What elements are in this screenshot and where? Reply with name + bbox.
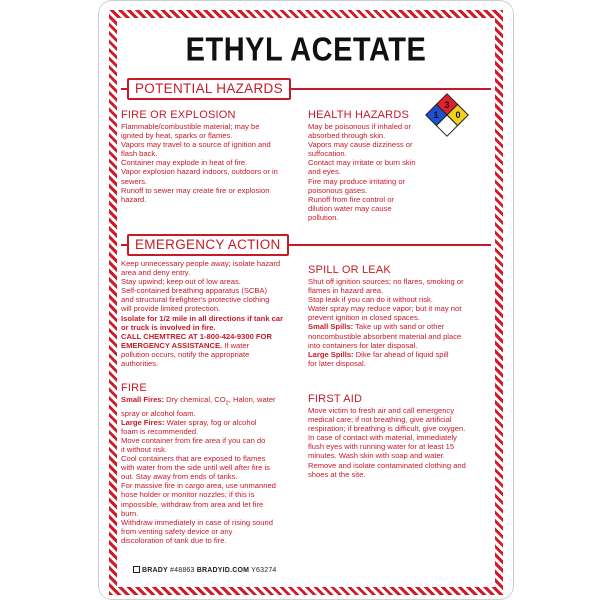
text-line: Fire may produce irritating or [308, 176, 406, 186]
text-line: Stop leak if you can do it without risk. [308, 295, 433, 305]
text-line [121, 341, 309, 350]
fire-explosion-text [121, 122, 306, 204]
text-line: Keep unnecessary people away; isolate hazard [121, 259, 281, 268]
text-line: noncombustible absorbent material and place [308, 331, 462, 341]
text-line: Cool containers that are exposed to flames [121, 454, 266, 464]
sign-footer [133, 566, 277, 574]
fire-text [121, 395, 309, 545]
text-line: pollution occurs, notify the appropriate [121, 349, 250, 359]
text-line: poisonous gases. [308, 185, 368, 195]
text-plain: , Halon, water [228, 395, 276, 404]
text-line: for later disposal. [308, 358, 366, 368]
nfpa-diamond-icon [424, 92, 470, 138]
text-line: spray or alcohol foam. [121, 408, 196, 418]
text-line: Shut off ignition sources; no flares, smoking or [308, 277, 464, 286]
spill-leak-heading: SPILL OR LEAK [308, 264, 391, 276]
text-line: authorities. [121, 359, 159, 369]
text-subscript: 2 [225, 400, 229, 407]
text-line: pollution. [308, 212, 339, 222]
brand-name: BRADY [142, 567, 168, 574]
text-line: Vapor explosion hazard indoors, outdoors or in [121, 167, 278, 177]
text-line: respiration; if breathing is difficult, give oxygen. [308, 424, 466, 434]
emergency-action-heading: EMERGENCY ACTION [127, 234, 289, 256]
part-number: #48863 [170, 567, 195, 574]
text-plain: Dike far ahead of liquid spill [353, 349, 449, 359]
text-line: Self-contained breathing apparatus (SCBA) [121, 286, 268, 296]
text-line: Runoff from fire control or [308, 194, 394, 204]
text-bold: Large Fires: [121, 417, 165, 427]
brady-logo-icon [133, 566, 140, 573]
text-line: out. Stay away from ends of tanks. [121, 472, 238, 482]
text-line [121, 395, 309, 409]
text-line: medical care; if not breathing, give artificial [308, 415, 452, 425]
text-line: and structural firefighter's protective clothing [121, 295, 270, 305]
emergency-intro-text [121, 259, 309, 368]
text-line: Withdraw immediately in case of rising sound [121, 517, 273, 527]
text-line: For massive fire in cargo area, use unmanned [121, 481, 276, 491]
potential-hazards-heading: POTENTIAL HAZARDS [127, 78, 291, 100]
text-line: into containers for later disposal. [308, 340, 418, 350]
nfpa-reactivity-rating: 0 [455, 110, 461, 120]
text-line: hose holder or monitor nozzles; if this is [121, 490, 255, 500]
text-line: Flammable/combustible material; may be [121, 122, 260, 131]
text-line: Water spray may reduce vapor; but it may not [308, 304, 462, 314]
text-line: absorbed through skin. [308, 131, 386, 141]
text-line: prevent ignition in closed spaces. [308, 313, 420, 323]
text-line: Container may explode in heat of fire. [121, 158, 248, 168]
text-line: Stay upwind; keep out of low areas. [121, 277, 241, 287]
text-line: dilution water may cause [308, 203, 392, 213]
first-aid-heading: FIRST AID [308, 393, 363, 405]
text-line: Move container from fire area if you can do [121, 435, 266, 445]
first-aid-text [308, 406, 494, 479]
fire-explosion-heading: FIRE OR EXPLOSION [121, 109, 236, 121]
text-line: burn. [121, 508, 139, 518]
text-line: flames in hazard area. [308, 286, 384, 296]
text-line: Runoff to sewer may create fire or explosion [121, 185, 270, 195]
health-hazards-heading: HEALTH HAZARDS [308, 109, 409, 121]
text-line: area and deny entry. [121, 268, 191, 278]
text-line: flash back. [121, 149, 158, 159]
text-bold: Small Fires: [121, 395, 165, 404]
text-line [308, 322, 494, 331]
text-plain: Take up with sand or other [353, 322, 445, 332]
text-line: Contact may irritate or burn skin [308, 158, 416, 168]
text-line: with water from the side until well after fire is [121, 463, 270, 473]
text-line: Move victim to fresh air and call emergency [308, 406, 455, 415]
text-line: suffocation. [308, 149, 347, 159]
text-line: it without risk. [121, 444, 167, 454]
text-bold: EMERGENCY ASSISTANCE. [121, 340, 223, 350]
health-hazards-text [308, 122, 438, 222]
text-line: will provide limited protection. [121, 304, 221, 314]
nfpa-health-rating: 1 [433, 110, 439, 120]
text-bold: Large Spills: [308, 349, 354, 359]
website: BRADYID.COM [196, 567, 250, 574]
text-line: ignited by heat, sparks or flames. [121, 131, 233, 141]
sign-content [117, 18, 495, 587]
text-line: shoes at the site. [308, 469, 366, 479]
text-line: and eyes. [308, 167, 341, 177]
text-line: In case of contact with material, immediately [308, 433, 457, 443]
text-line: Isolate for 1/2 mile in all directions if tank car [121, 313, 284, 323]
text-line [121, 418, 309, 427]
spill-leak-text [308, 277, 494, 368]
text-plain: If water [222, 340, 250, 350]
text-line: sewers. [121, 176, 148, 186]
text-bold: Small Spills: [308, 322, 354, 332]
text-line: Vapors may cause dizziness or [308, 140, 413, 150]
text-line: discoloration of tank due to fire. [121, 535, 227, 545]
text-line: flush eyes with running water for at least 15 [308, 442, 455, 452]
nfpa-flammability-rating: 3 [444, 100, 450, 110]
product-code: Y63274 [251, 567, 277, 574]
text-line: from venting safety device or any [121, 526, 233, 536]
text-plain: Water spray, fog or alcohol [164, 417, 257, 427]
text-line: or truck is involved in fire. [121, 322, 216, 332]
text-line: foam is recommended. [121, 426, 199, 436]
text-line: Vapors may travel to a source of ignition and [121, 140, 271, 150]
text-plain: Dry chemical, CO [164, 395, 226, 404]
text-line: hazard. [121, 194, 147, 204]
text-line: impossible, withdraw from area and let fire [121, 499, 264, 509]
fire-heading: FIRE [121, 382, 147, 394]
text-line: May be poisonous if inhaled or [308, 122, 412, 131]
text-line: minutes. Wash skin with soap and water. [308, 451, 445, 461]
sign-title: ETHYL ACETATE [185, 31, 427, 69]
text-line: Remove and isolate contaminated clothing and [308, 460, 466, 470]
text-line: CALL CHEMTREC AT 1-800-424-9300 FOR [121, 331, 272, 341]
text-line [308, 350, 494, 359]
